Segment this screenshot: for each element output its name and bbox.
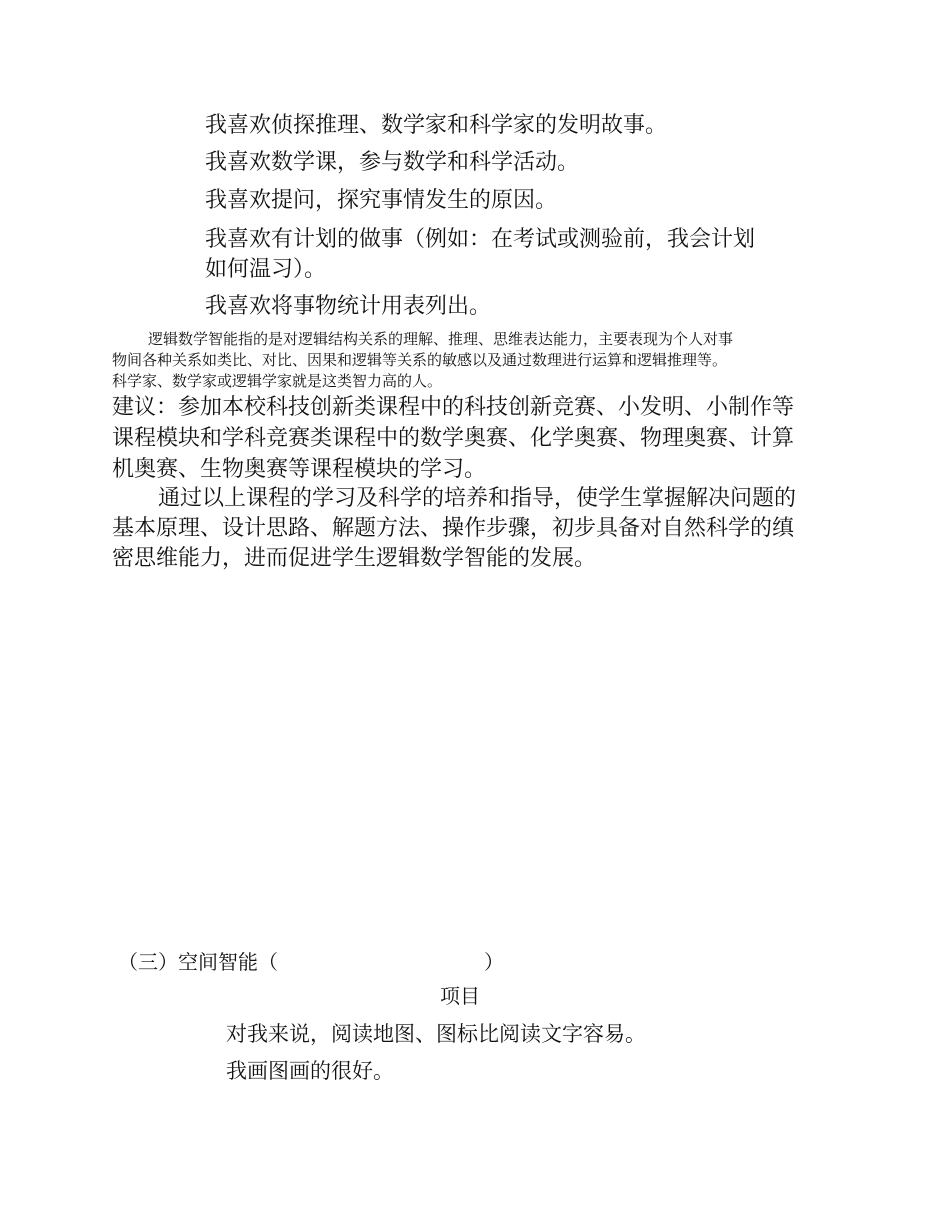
suggestion-line-1: 建议：参加本校科技创新类课程中的科技创新竞赛、小发明、小制作等 (112, 395, 795, 420)
logic-description-line-2: 物间各种关系如类比、对比、因果和逻辑等关系的敏感以及通过数理进行运算和逻辑推理等。 (112, 351, 728, 369)
conclusion-line-2: 基本原理、设计思路、解题方法、操作步骤，初步具备对自然科学的缜 (112, 516, 795, 541)
spatial-item-2: 我画图画的很好。 (226, 1059, 394, 1083)
conclusion-line-1: 通过以上课程的学习及科学的培养和指导，使学生掌握解决问题的 (158, 486, 797, 511)
spatial-item-1: 对我来说，阅读地图、图标比阅读文字容易。 (226, 1022, 646, 1046)
logic-item-4-cont: 如何温习）。 (205, 257, 327, 282)
section-heading-spatial-close: ） (484, 950, 504, 974)
column-header-item: 项目 (440, 984, 480, 1008)
logic-description-line-3: 科学家、数学家或逻辑学家就是这类智力高的人。 (112, 372, 443, 390)
section-heading-spatial: （三）空间智能（ (118, 950, 278, 974)
suggestion-line-2: 课程模块和学科竞赛类课程中的数学奥赛、化学奥赛、物理奥赛、计算 (112, 426, 795, 451)
logic-item-4: 我喜欢有计划的做事（例如：在考试或测验前，我会计划 (205, 227, 756, 252)
logic-item-2: 我喜欢数学课，参与数学和科学活动。 (205, 150, 580, 175)
logic-item-1: 我喜欢侦探推理、数学家和科学家的发明故事。 (205, 113, 668, 138)
logic-description-line-1: 逻辑数学智能指的是对逻辑结构关系的理解、推理、思维表达能力，主要表现为个人对事 (148, 330, 734, 348)
logic-item-5: 我喜欢将事物统计用表列出。 (205, 294, 492, 319)
conclusion-line-3: 密思维能力，进而促进学生逻辑数学智能的发展。 (112, 546, 597, 571)
logic-item-3: 我喜欢提问，探究事情发生的原因。 (205, 188, 558, 213)
suggestion-line-3: 机奥赛、生物奥赛等课程模块的学习。 (112, 457, 487, 482)
